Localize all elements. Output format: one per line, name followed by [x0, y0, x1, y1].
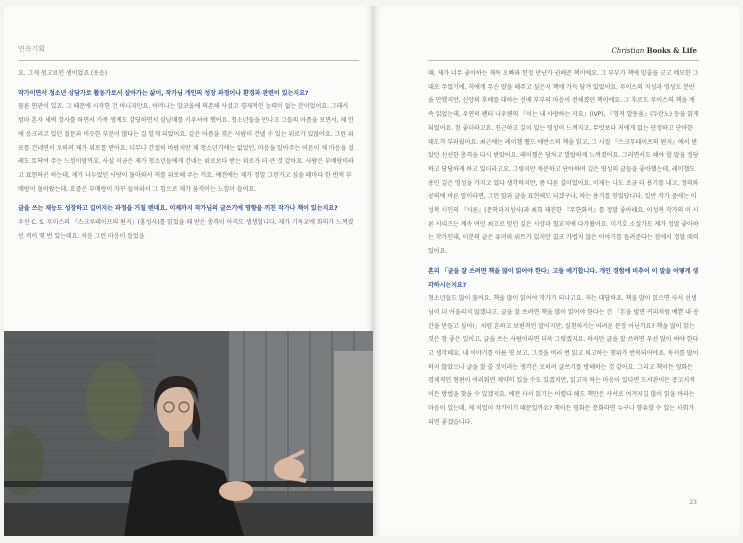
brand-script: Christian [611, 47, 645, 55]
right-page [373, 6, 739, 536]
left-body-text [18, 67, 354, 243]
header-rule [428, 60, 699, 61]
interview-question: 혼리 「글을 잘 쓰려면 책을 많이 읽어야 한다」고들 얘기합니다. 개인 경험에 비추어 이 말을 어떻게 생각하시는지요? [428, 267, 699, 289]
interview-question: 작가이면서 청소년 상담가로 활동가로서 살아가는 삶이, 작가님 개인의 성장 과정이나 환경과 관련이 있는지요? [18, 89, 309, 97]
right-body-text [428, 67, 699, 429]
interview-answer: 물론 연관이 있죠. 그 때문에 시작한 건 아니지만요. 어머니는 알코올에 의존해 사셨고 경제적인 능력이 없는 분이었어요. 그래서 엄마 혼자 새벽 장사를 하면서 가족 생계도 감당하면서 삼남매를 키우셔야 했어요. 청소년들을 만나고 그들의 아픔을 보면서, 제 안에 응크리고 있던 질문과 비슷한 부분이 많다는 걸 알게 되었어요. 같은 아픔을 겪은 사람이 건넬 수 있는 위로가 있잖아요. 그런 위로를 건네면서 오히려 제가 위로를 받아요. 너무나 간절히 바랐지만 제 청소년기에는 없었던, 마음을 알아주는 어른이 제 마음을 설레도 토닥여 주는 느낌이랄까요. 사실 지금은 제가 청소년들에게 건네는 위로보다 받는 위로가 더 큰 것 같아요. 사람은 부메랑이라고 표현하곤 하는데, 제가 나누었던 사랑이 돌아와서 저를 위로해 주는 거죠. 예전에는 제가 정말 그런가고 싶을 때마다 한 번씩 부메랑이 돌아왔는데, 요즘은 부메랑이 자꾸 들어와서 그 힘으로 제가 움직이는 느낌이 들어요. [18, 103, 354, 193]
magazine-brand [611, 46, 697, 55]
interview-answer: 때. 제가 너무 좋아하는 재독 오빠와 헌정 만난가 권해준 책이에요. 그 부부가 책에 밑줄을 긋고 메모한 그대로 주었기에, 저에게 무슨 말을 해주고 싶은지 책에 가득 담겨 있었어요. 루이스의 지성과 영성도 분반을 만했지만, 신앙의 후배를 대하는 선배 부부의 마음이 전해졌던 책이에요. 그 후로도 루이스의 책을 계속 읽었는데, 우연히 펜티 나우웬의 『이는 내 사랑하는 자요』(IVP), 『영적 발돋움』(두란노) 등을 읽게 되었어요. 참 좋더라고요. 친근하고 깊이 있는 영성이 느껴지고, 무엇보다 저에게 없는 단정하고 단아한 태도가 부러웠어요. 최근에는 레이첼 헬드 에반스의 책을 읽고, 그 시절 『스크루테이프의 편지』에서 받았던 신선한 충격을 다시 받았어요. 레이첼은 당차고 발랄하게 느껴졌어요. 그러면서도 해야 할 말을 정당하고 당당하게 하고 있더라고요. 그렇지만 차분하고 단아하며 깊은 영성의 글들을 좋아했는데, 레이첼도 용민 깊은 영성을 가지고 있다 생각하지만, 좀 다른 결이었어요. 이제는 나도 조금 더 용기를 내고, 정의와 공의에 바른 말이라면, 그런 말과 글을 표현해도 되겠구나, 하는 용기를 얻었답니다. 일반 작가 중에는 이성복 시인의 『시론』(문학과지성사)과 최희 제진한 『무한화서』를 정말 좋아해요. 이성복 작가의 이 시론 시리즈는 계속 여던 최고로 얻던 깊은 시상과 철교지에 다가왔어요. 이기호 소설가도 제가 정말 좋아하는 작가인데, 이분의 글은 유머와 위트가 있지만 결코 가볍지 않은 이야기를 들려준다는 점에서 정말 매력있어요. [428, 70, 699, 256]
left-page [4, 6, 373, 536]
brand-name: Books & Life [646, 46, 697, 55]
interview-answer: 요. 그게 원고료인 셈이었죠.(웃음) [18, 70, 107, 77]
header-rule [18, 60, 359, 61]
interview-answer: 청소년들도 많이 물어요. 책을 많이 읽어야 작가가 되나고요. 저는 대답하죠. 책을 많이 읽으면 사서 선생님이 더 어울리지 않겠냐고. 글을 잘 쓰려면 책을 많이 읽어야 한다는 건 「돈을 벌면 커피처럼 예쁜 내 공간을 만들고 싶어!」처럼 흔하고 보편적인 말이지만, 실천하기는 어려운 문장 아닌가요? 책을 많이 읽는 것은 참 좋은 일이고, 글을 쓰는 사람이라면 더욱 그렇겠지요. 하지만 글을 잘 쓰려면 우선 많이 써야 한다고 생각해요. 내 이야기를 아름 엿 보고, 그것을 여러 번 읽고 퇴고하는 행위가 반복되어야죠. 독서를 많이 하지 않았으나 글을 잘 쓸 것이라는 생각은 오히려 글쓰기를 방해하는 것 같아요. 그리고 책이든 영화든 경제적인 형편이 여러워면 제약이 있을 수도 있겠지만, 읽고자 하는 마음이 있다면 도서관이든 중고서적이든 방법을 찾을 수 있겠지요. 예전 사서 읽기는 어렵다 해도 책만은 사서로 여겨지길 많이 읽을 바라는 마음이 있는데, 제 직업이 작가이기 때문일까요? 책이든 영화든 문화라면 누구나 향유할 수 있는 사회가 되면 좋겠습니다. [428, 295, 699, 426]
interview-question: 글을 쓰는 재능도 성장하고 길어지는 과정을 거칠 텐데요. 이제까지 작가님의 글쓰기에 영향을 끼친 작가나 책이 있는지요? [18, 205, 338, 213]
interview-photo [4, 331, 373, 536]
page-number: 23 [689, 499, 697, 506]
running-head: 연속기획 [18, 45, 46, 53]
interview-photo-illustration [4, 331, 373, 536]
interview-answer: 우선 C. S. 루이스의 『스크루테이프의 편지』(홍성사)를 읽었을 때 받은 충격이 아직도 생생합니다. 제가 기독교에 회의가 느껴졌던 적이 몇 번 있는데요. 처음 그런 마음이 들었을 [18, 219, 354, 240]
